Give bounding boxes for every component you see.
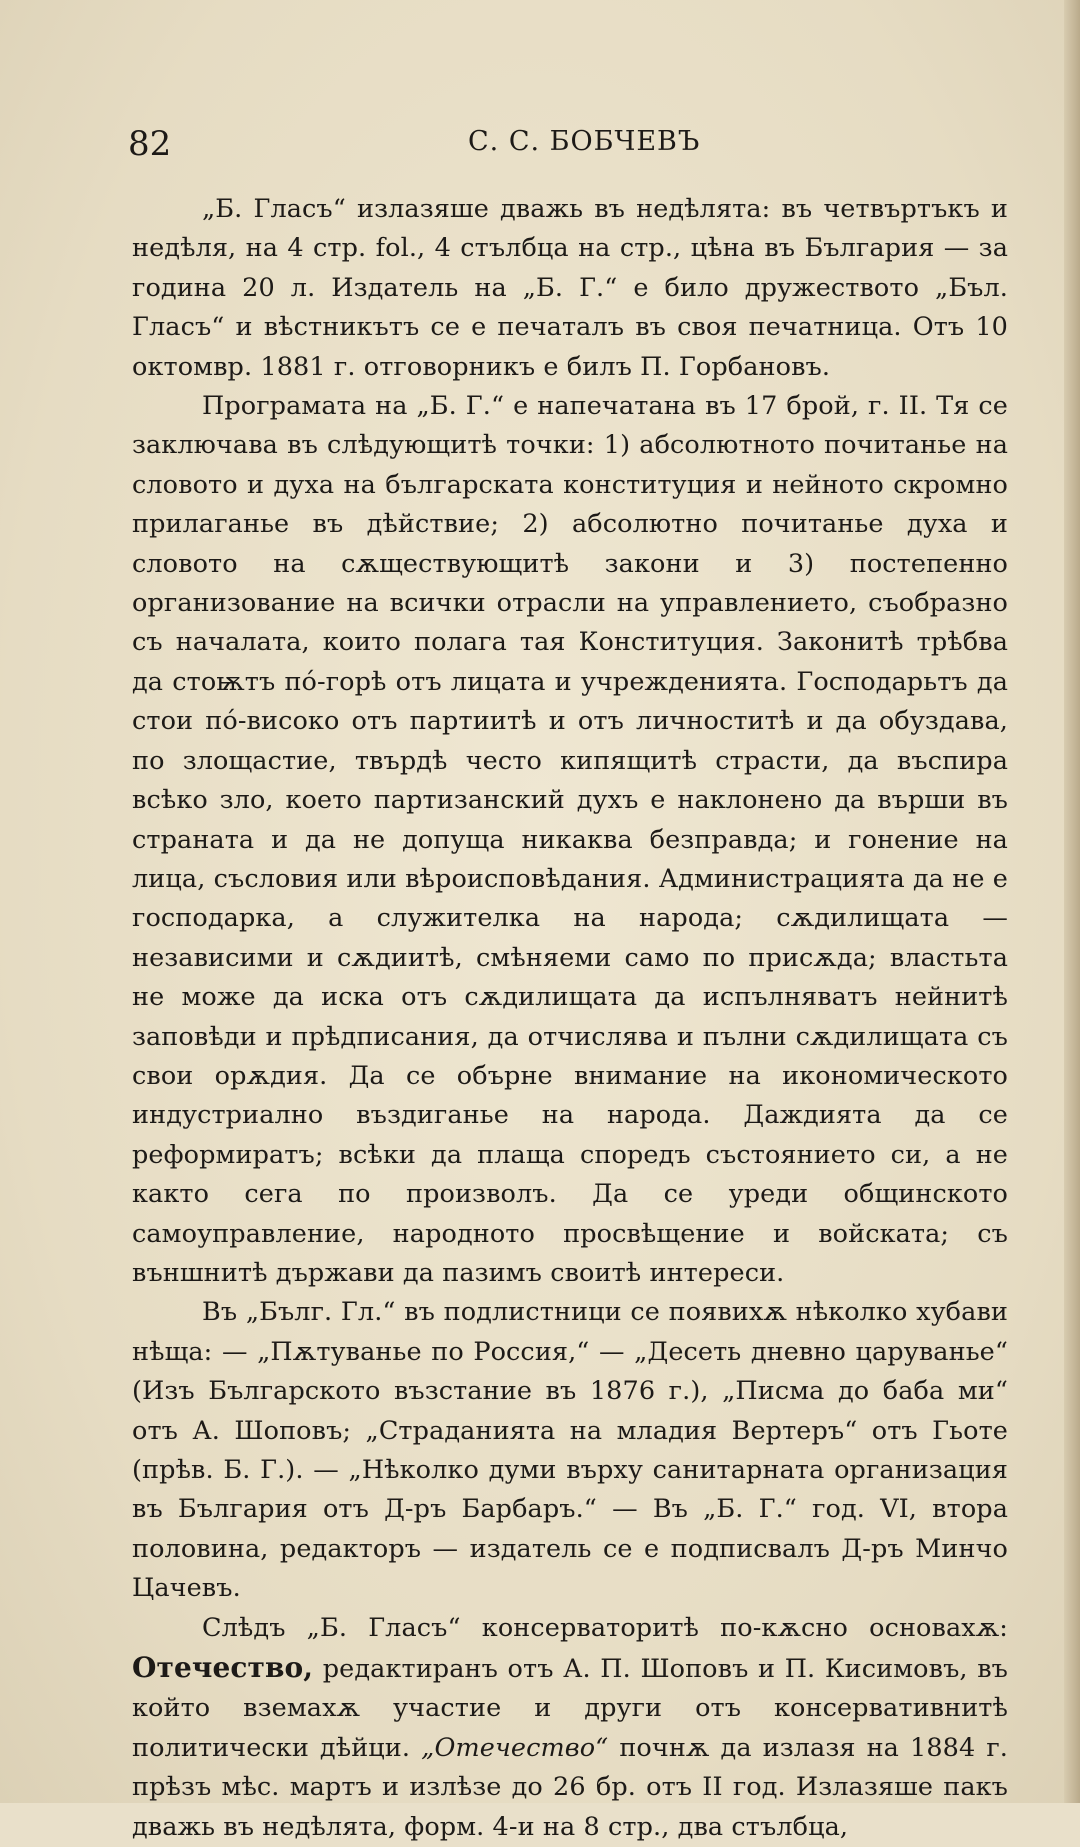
paragraph-1: „Б. Гласъ“ излазяше дважь въ недѣлята: въ четвъртъкъ и недѣля, на 4 стр. fol., 4 стълбца на стр., цѣна въ България — за година 20 л. Издатель на „Б. Г.“ е било дружеството „Бъл. Гласъ“ и вѣстникътъ се е печаталъ въ своя печатница. Отъ 10 октомвр. 1881 г. отговорникъ е билъ П. Горбановъ. bbox=[132, 194, 1008, 382]
paragraph-4-end: почнѫ да излазя на 1884 г. прѣзъ мѣс. мартъ и излѣзе до 26 бр. отъ II год. Излазяше пакъ дважь въ недѣлята, форм. 4-и на 8 стр., два стълбца, bbox=[132, 1732, 1008, 1842]
newspaper-title-otechestvo: Отечество, bbox=[132, 1651, 314, 1685]
paragraph-4-start: Слѣдъ „Б. Гласъ“ консерваторитѣ по-кѫсно основахѫ: bbox=[202, 1612, 1008, 1643]
paragraph-2: Програмата на „Б. Г.“ е напечатана въ 17 брой, г. II. Тя се заключава въ слѣдующитѣ точки: 1) абсолютното почитанье на словото и духа на българската конституция и нейното скромно прилаганье въ дѣйствие; 2) абсолютно почитанье духа и словото на сѫществующитѣ закони и 3) постепенно организование на всички отрасли на управлението, съобразно съ началата, които полага тая Конституция. Законитѣ трѣбва да стоѭтъ пó-горѣ отъ лицата и учрежденията. Господарьтъ да стои пó-високо отъ партиитѣ и отъ личноститѣ и да обуздава, по злощастие, твърдѣ често кипящитѣ страсти, да въспира всѣко зло, което партизанский духъ е наклонено да върши въ страната и да не допуща никаква безправда; и гонение на лица, съсловия или вѣроисповѣдания. Администрацията да не е господарка, а служителка на народа; сѫдилищата — независими и сѫдиитѣ, смѣняеми само по присѫда; властьта не може да иска отъ сѫдилищата да испълняватъ нейнитѣ заповѣди и прѣдписания, да отчислява и пълни сѫдилищата съ свои орѫдия. Да се обърне внимание на икономическото индустриално въздиганье на народа. Даждията да се реформиратъ; всѣки да плаща споредъ състоянието си, а не както сега по произволъ. Да се уреди общинското самоуправление, народното просвѣщение и войската; съ външнитѣ държави да пазимъ своитѣ интереси. bbox=[132, 391, 1008, 1288]
page-header bbox=[128, 122, 1008, 172]
page-edge-shadow bbox=[1064, 0, 1080, 1803]
paragraph-4 bbox=[132, 1609, 1008, 1847]
body-text bbox=[132, 190, 1008, 1847]
running-head-author: С. С. БОБЧЕВЪ bbox=[468, 126, 701, 157]
newspaper-title-italic: „Отечество“ bbox=[421, 1732, 609, 1763]
page-number: 82 bbox=[128, 124, 172, 164]
paragraph-4-middle: редактиранъ отъ А. П. Шоповъ и П. Кисимовъ, въ който вземахѫ участие и други отъ консервативнитѣ политически дѣйци. bbox=[132, 1654, 1008, 1763]
paragraph-3: Въ „Бълг. Гл.“ въ подлистници се появихѫ нѣколко хубави нѣща: — „Пѫтуванье по Россия,“ — „Десеть дневно царуванье“ (Изъ Българското възстание въ 1876 г.), „Писма до баба ми“ отъ А. Шоповъ; „Страданията на младия Вертеръ“ отъ Гьоте (прѣв. Б. Г.). — „Нѣколко думи върху санитарната организация въ България отъ Д-ръ Барбаръ.“ — Въ „Б. Г.“ год. VI, втора половина, редакторъ — издатель се е подписвалъ Д-ръ Минчо Цачевъ. bbox=[132, 1297, 1008, 1604]
